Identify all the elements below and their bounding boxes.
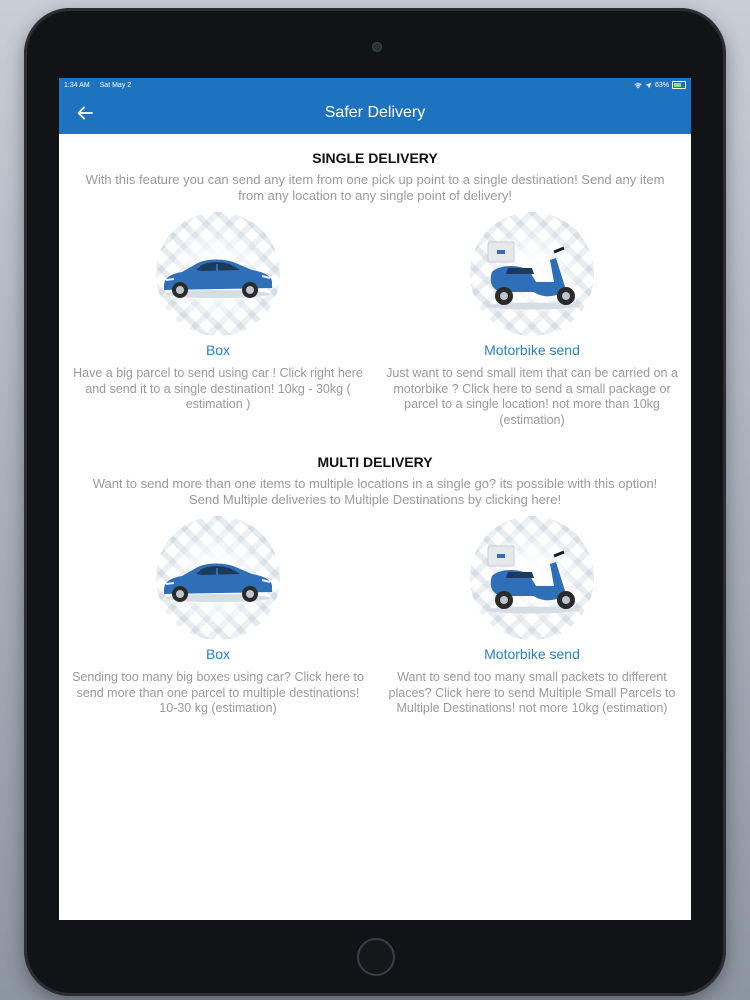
multi-delivery-description: Want to send more than one items to multiple locations in a single go? its possible with this option! Send Multiple deliveries to Multiple Destinations by clicking here! xyxy=(92,476,658,507)
single-motorbike-option[interactable] xyxy=(379,212,685,428)
scooter-illustration xyxy=(470,212,594,336)
arrow-left-icon[interactable] xyxy=(75,103,95,123)
front-camera xyxy=(372,42,382,52)
multi-motorbike-option[interactable] xyxy=(379,516,685,717)
single-delivery-description: With this feature you can send any item from one pick up point to a single destination! Send any item from any location to any single point of delivery! xyxy=(85,172,665,203)
car-icon xyxy=(156,212,280,336)
option-description: Sending too many big boxes using car? Click here to send more than one parcel to multiple destinations! 10-30 kg (estimation) xyxy=(72,670,364,715)
status-bar xyxy=(59,78,691,92)
scooter-icon xyxy=(470,212,594,336)
option-description: Want to send too many small packets to different places? Click here to send Multiple Small Parcels to Multiple Destinations! not more 10kg (estimation) xyxy=(388,670,676,715)
status-time: 1:34 AM xyxy=(64,81,90,89)
wifi-icon xyxy=(634,82,642,89)
option-title: Box xyxy=(205,342,231,358)
multi-box-option[interactable] xyxy=(65,516,371,717)
single-delivery-heading: SINGLE DELIVERY xyxy=(312,150,438,166)
status-date: Sat May 2 xyxy=(99,81,132,89)
home-button[interactable] xyxy=(357,938,395,976)
car-icon xyxy=(156,516,280,640)
app-screen xyxy=(59,78,691,920)
option-description: Just want to send small item that can be carried on a motorbike ? Click here to send a small package or parcel to a single location! not more than 10kg (estimation) xyxy=(386,366,678,427)
scooter-icon xyxy=(470,516,594,640)
page-title: Safer Delivery xyxy=(324,104,426,121)
app-bar xyxy=(59,92,691,134)
single-delivery-options xyxy=(59,212,691,428)
multi-delivery-options xyxy=(59,516,691,717)
option-title: Motorbike send xyxy=(484,646,580,662)
battery-icon xyxy=(672,81,686,89)
car-illustration xyxy=(156,212,280,336)
multi-delivery-heading: MULTI DELIVERY xyxy=(317,454,433,470)
car-illustration xyxy=(156,516,280,640)
scooter-illustration xyxy=(470,516,594,640)
battery-percent: 63% xyxy=(654,81,669,89)
option-description: Have a big parcel to send using car ! Click right here and send it to a single destination! 10kg - 30kg ( estimation ) xyxy=(73,366,363,411)
location-icon xyxy=(645,82,652,89)
option-title: Motorbike send xyxy=(484,342,580,358)
option-title: Box xyxy=(205,646,231,662)
single-box-option[interactable] xyxy=(65,212,371,428)
